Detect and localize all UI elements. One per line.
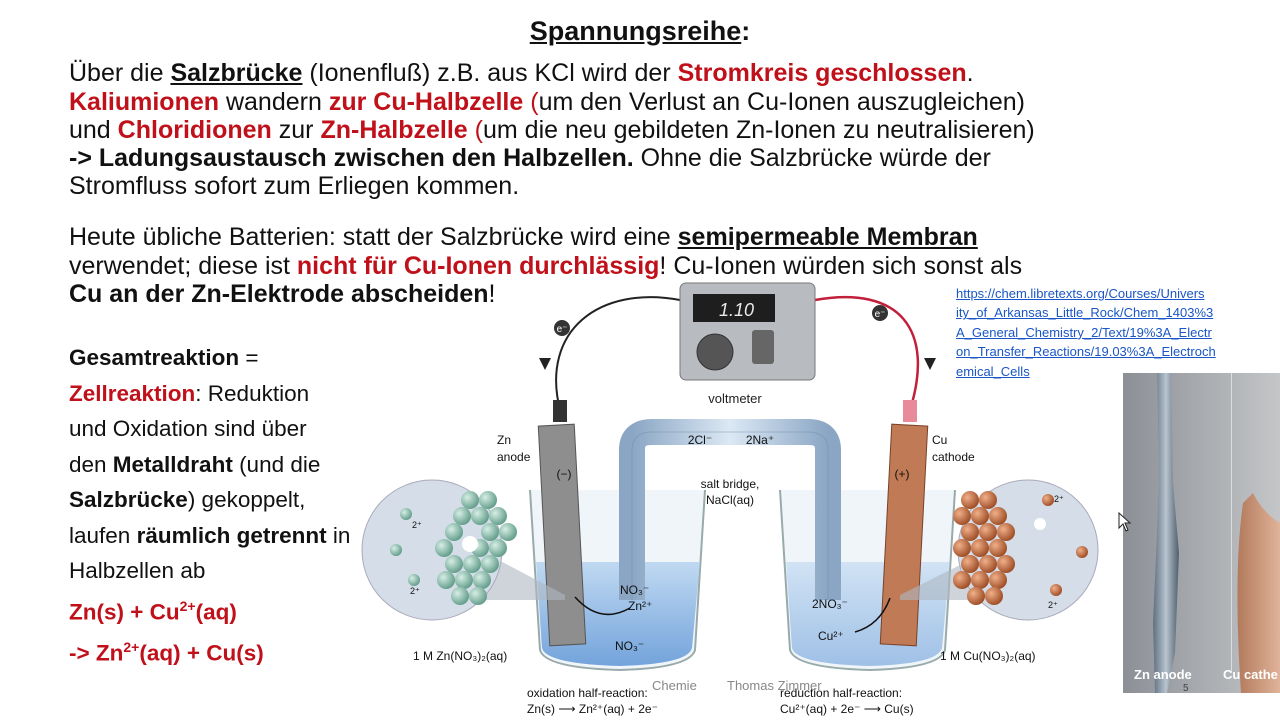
clip-left: [553, 400, 567, 422]
equation-line1: [69, 589, 350, 630]
link-line[interactable]: emical_Cells: [956, 363, 1030, 379]
text: (aq): [195, 599, 237, 624]
text: Gesamtreaktion: [69, 345, 240, 370]
text: ) gekoppelt,: [187, 487, 306, 512]
cu-zoom-charge-2: 2⁺: [1048, 600, 1058, 610]
cu-halbzelle-term: zur Cu-Halbzelle: [328, 88, 524, 116]
text: (: [467, 116, 483, 144]
slide-title: [0, 16, 1280, 47]
zellreaktion-term: Zellreaktion: [69, 380, 196, 406]
photo-divider: [1231, 373, 1232, 673]
left-line6: [69, 518, 350, 554]
cathode-label: cathode: [932, 450, 975, 464]
mouse-cursor-icon: [1118, 512, 1132, 532]
zn2-ion-label: Zn²⁺: [628, 599, 653, 613]
cu-label: Cu: [932, 433, 948, 447]
left-line5: [69, 482, 350, 518]
text: den: [69, 451, 113, 477]
chloridionen-term: Chloridionen: [117, 116, 272, 144]
text: (aq) + Cu(s): [139, 640, 264, 665]
no3-right-label: 2NO₃⁻: [812, 597, 848, 611]
text: Salzbrücke: [69, 487, 188, 512]
link-line[interactable]: on_Transfer_Reactions/19.03%3A_Electroch: [956, 344, 1216, 360]
salt-bridge-label-1: salt bridge,: [700, 477, 760, 491]
text: verwendet; diese ist: [69, 252, 297, 280]
wire-left: [556, 297, 680, 410]
gesamtreaktion-block: [69, 340, 350, 671]
text: Zn(s) + Cu: [69, 599, 180, 624]
electron-left-label: e⁻: [556, 324, 568, 335]
na-ions-label: 2Na⁺: [745, 433, 775, 447]
text: (und die: [232, 451, 321, 477]
text: Metalldraht: [112, 451, 233, 477]
text: wandern: [219, 88, 329, 116]
page-number: 5: [1183, 683, 1189, 693]
text: Heute übliche Batterien: statt der Salzbrücke wird eine: [69, 223, 678, 251]
zn-solution-label: 1 M Zn(NO₃)₂(aq): [413, 649, 508, 663]
galvanic-cell-diagram: [360, 278, 1120, 720]
para1-line2: [69, 88, 1025, 117]
zn-zoom-charge-1: 2⁺: [412, 520, 422, 530]
anode-sign: (−): [556, 467, 572, 481]
cu-solution-label: 1 M Cu(NO₃)₂(aq): [940, 649, 1036, 663]
reduction-equation: Cu²⁺(aq) + 2e⁻ ⟶ Cu(s): [780, 702, 914, 716]
cu-abscheiden-term: Cu an der Zn-Elektrode abscheiden: [69, 280, 489, 308]
reduction-title: reduction half-reaction:: [780, 686, 903, 700]
photo-cu-label: Cu cathe: [1223, 667, 1278, 682]
no3-left-bottom-label: NO₃⁻: [615, 639, 645, 653]
left-line3: und Oxidation sind über: [69, 416, 307, 441]
oxidation-equation: Zn(s) ⟶ Zn²⁺(aq) + 2e⁻: [527, 702, 658, 716]
kaliumionen-term: Kaliumionen: [69, 88, 220, 116]
cu-rod-image: [1237, 493, 1280, 693]
text: um die neu gebildeten Zn-Ionen zu neutralisieren): [482, 116, 1035, 144]
title-colon: :: [741, 16, 751, 46]
text: räumlich getrennt: [136, 522, 327, 548]
text: ! Cu-Ionen würden sich sonst als: [659, 252, 1023, 280]
salt-bridge-label-2: NaCl(aq): [705, 493, 755, 507]
text: 2+: [179, 597, 196, 614]
membran-term: semipermeable Membran: [677, 223, 978, 251]
cl-ions-label: 2Cl⁻: [687, 433, 713, 447]
text: (: [523, 88, 539, 116]
electron-right-label: e⁻: [874, 309, 886, 320]
para1-line3: [69, 116, 1035, 145]
text: (Ionenfluß) z.B. aus KCl wird der: [302, 59, 678, 87]
cathode-sign: (+): [894, 467, 910, 481]
equation-line2: [69, 630, 350, 671]
text: Ohne die Salzbrücke würde der: [633, 144, 991, 172]
text: in: [326, 522, 351, 548]
text: .: [966, 59, 974, 87]
voltmeter-knob: [697, 334, 733, 370]
photo-zn-label: Zn anode: [1134, 667, 1192, 682]
left-line4: [69, 447, 350, 483]
text: 2+: [123, 638, 140, 655]
zn-zoom-charge-2: 2⁺: [410, 586, 420, 596]
cu2-ion-label: Cu²⁺: [818, 629, 844, 643]
footer-author: Thomas Zimmer: [727, 678, 822, 693]
left-line7: Halbzellen ab: [69, 558, 206, 583]
link-line[interactable]: https://chem.libretexts.org/Courses/Univers: [956, 286, 1205, 301]
text: Über die: [69, 59, 171, 87]
text: zur: [271, 116, 321, 144]
voltmeter-reading: 1.10: [718, 300, 754, 320]
solution-right: [786, 562, 950, 666]
anode-label: anode: [497, 450, 531, 464]
oxidation-title: oxidation half-reaction:: [527, 686, 648, 700]
text: =: [239, 345, 259, 370]
text: !: [488, 280, 496, 308]
zn-halbzelle-term: Zn-Halbzelle: [320, 116, 468, 144]
stromkreis-term: Stromkreis geschlossen: [677, 59, 967, 87]
para1-line1: [69, 59, 974, 88]
para1-line5: Stromfluss sofort zum Erliegen kommen.: [69, 172, 520, 200]
text: laufen: [69, 522, 137, 548]
left-line1: [69, 340, 350, 376]
wire-right: [815, 297, 918, 410]
text: und: [69, 116, 118, 144]
text: -> Zn: [69, 640, 124, 665]
clip-right: [903, 400, 917, 422]
link-line[interactable]: ity_of_Arkansas_Little_Rock/Chem_1403%3: [956, 305, 1214, 321]
salzbruecke-term: Salzbrücke: [170, 59, 303, 87]
text: um den Verlust an Cu-Ionen auszugleichen): [538, 88, 1025, 116]
no3-left-label: NO₃⁻: [620, 583, 650, 597]
wire-arrow-left: [539, 358, 551, 370]
footer-subject: Chemie: [652, 678, 697, 693]
voltmeter-switch: [752, 330, 774, 364]
cu-zoom-charge-1: 2⁺: [1054, 494, 1064, 504]
para1-line4: [69, 144, 991, 173]
wire-arrow-right: [924, 358, 936, 370]
nicht-durchlaessig-term: nicht für Cu-Ionen durchlässig: [296, 252, 660, 280]
para2-line1: [69, 223, 978, 252]
zn-label: Zn: [497, 433, 512, 447]
para2-line2: [69, 252, 1022, 281]
title-text: Spannungsreihe: [529, 16, 742, 46]
electrode-photo: [1123, 373, 1280, 693]
voltmeter-label: voltmeter: [708, 391, 762, 406]
left-line2: [69, 376, 350, 412]
link-line[interactable]: A_General_Chemistry_2/Text/19%3A_Electr: [956, 324, 1212, 340]
ladungsaustausch-term: -> Ladungsaustausch zwischen den Halbzellen.: [69, 144, 634, 172]
text: : Reduktion: [195, 380, 310, 406]
